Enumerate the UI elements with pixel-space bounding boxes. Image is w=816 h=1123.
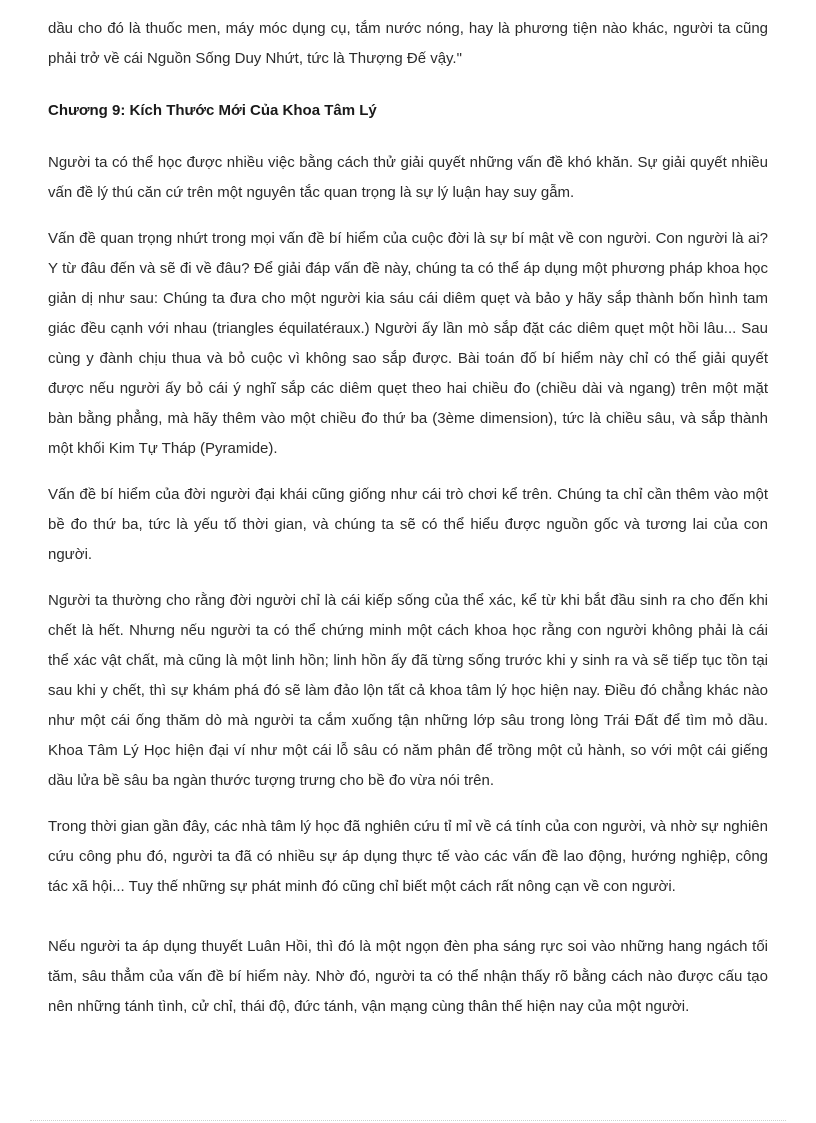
paragraph-2: Vấn đề quan trọng nhứt trong mọi vấn đề bí hiểm của cuộc đời là sự bí mật về con người. Con người là ai? Y từ đâu đến và sẽ đi về đâu? Để giải đáp vấn đề này, chúng ta có thể áp dụng một phương pháp khoa học giản dị như sau: Chúng ta đưa cho một người kia sáu cái diêm quẹt và bảo y hãy sắp thành bốn hình tam giác đều cạnh với nhau (triangles équilatéraux.) Người ấy lần mò sắp đặt các diêm quẹt một hồi lâu... Sau cùng y đành chịu thua và bỏ cuộc vì không sao sắp được. Bài toán đố bí hiểm này chỉ có thể giải quyết được nếu người ấy bỏ cái ý nghĩ sắp các diêm quẹt theo hai chiều đo (chiều dài và ngang) trên một mặt bàn bằng phẳng, mà hãy thêm vào một chiều đo thứ ba (3ème dimension), tức là chiều sâu, và sắp thành một khối Kim Tự Tháp (Pyramide).	[48, 230, 768, 457]
paragraph-3: Vấn đề bí hiểm của đời người đại khái cũng giống như cái trò chơi kể trên. Chúng ta chỉ cần thêm vào một bề đo thứ ba, tức là yếu tố thời gian, và chúng ta sẽ có thể hiểu được nguồn gốc và tương lai của con người.	[48, 486, 768, 563]
document-page	[48, 14, 768, 1038]
paragraph-6: Nếu người ta áp dụng thuyết Luân Hồi, thì đó là một ngọn đèn pha sáng rực soi vào những hang ngách tối tăm, sâu thẳm của vấn đề bí hiểm này. Nhờ đó, người ta có thể nhận thấy rõ bằng cách nào được cấu tạo nên những tánh tình, cử chỉ, thái độ, đức tánh, vận mạng cùng thân thế hiện nay của một người.	[48, 938, 768, 1015]
continuation-paragraph: dầu cho đó là thuốc men, máy móc dụng cụ, tắm nước nóng, hay là phương tiện nào khác, người ta cũng phải trở về cái Nguồn Sống Duy Nhứt, tức là Thượng Đế vậy."	[48, 20, 768, 67]
page-bottom-divider	[30, 1120, 786, 1121]
paragraph-5: Trong thời gian gần đây, các nhà tâm lý học đã nghiên cứu tỉ mỉ về cá tính của con người, và nhờ sự nghiên cứu công phu đó, người ta đã có nhiều sự áp dụng thực tế vào các vấn đề lao động, hướng nghiệp, công tác xã hội... Tuy thế những sự phát minh đó cũng chỉ biết một cách rất nông cạn về con người.	[48, 818, 768, 895]
paragraph-4: Người ta thường cho rằng đời người chỉ là cái kiếp sống của thể xác, kể từ khi bắt đầu sinh ra cho đến khi chết là hết. Nhưng nếu người ta có thể chứng minh một cách khoa học rằng con người không phải là cái thể xác vật chất, mà cũng là một linh hồn; linh hồn ấy đã từng sống trước khi y sinh ra và sẽ tiếp tục tồn tại sau khi y chết, thì sự khám phá đó sẽ làm đảo lộn tất cả khoa tâm lý học hiện nay. Điều đó chẳng khác nào như một cái ống thăm dò mà người ta cắm xuống tận những lớp sâu trong lòng Trái Đất để tìm mỏ dầu. Khoa Tâm Lý Học hiện đại ví như một cái lỗ sâu có năm phân để trồng một củ hành, so với một cái giếng dầu lửa bề sâu ba ngàn thước tượng trưng cho bề đo vừa nói trên.	[48, 592, 768, 789]
paragraph-1: Người ta có thể học được nhiều việc bằng cách thử giải quyết những vấn đề khó khăn. Sự giải quyết nhiều vấn đề lý thú căn cứ trên một nguyên tắc quan trọng là sự lý luận hay suy gẫm.	[48, 154, 768, 201]
chapter-title: Chương 9: Kích Thước Mới Của Khoa Tâm Lý	[48, 102, 377, 119]
